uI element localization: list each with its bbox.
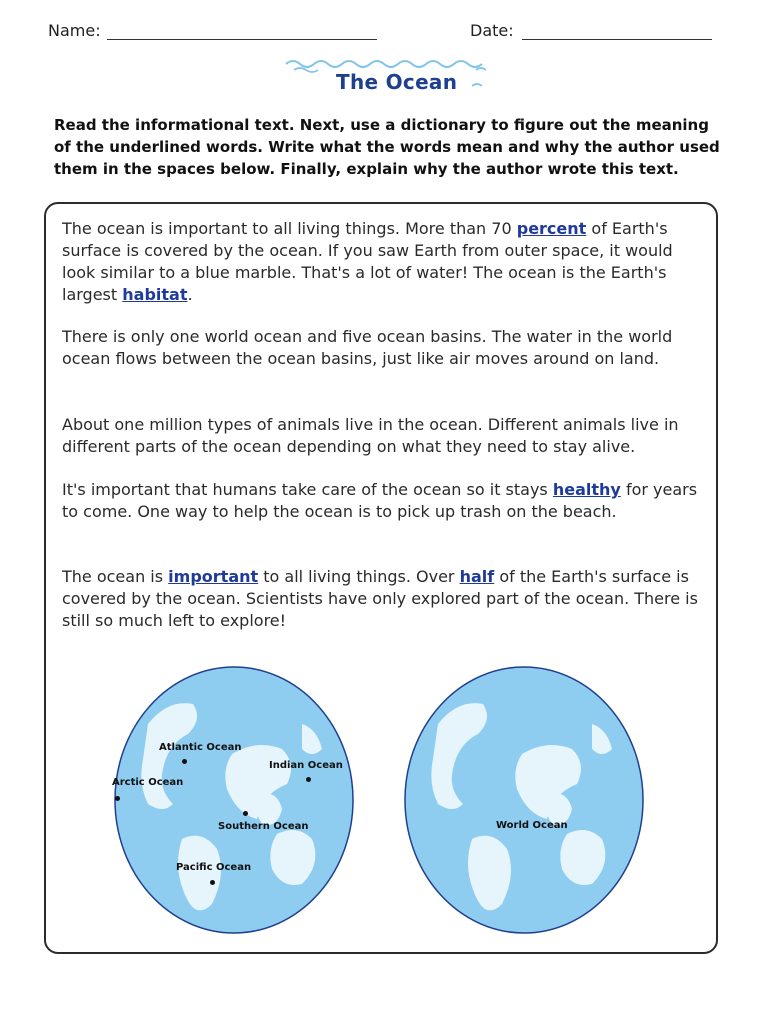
paragraph-4-text-b: for years to come. One way to help the ocean is to pick up trash on the beach. bbox=[62, 480, 698, 521]
indian-ocean-label: Indian Ocean bbox=[269, 760, 343, 771]
five-oceans-globe bbox=[112, 664, 356, 936]
southern-ocean-marker bbox=[243, 811, 248, 816]
indian-ocean-marker bbox=[306, 777, 311, 782]
title-banner bbox=[280, 56, 500, 96]
name-label: Name: bbox=[48, 21, 101, 40]
southern-ocean-label: Southern Ocean bbox=[218, 821, 309, 832]
paragraph-5 bbox=[62, 566, 704, 632]
name-blank-line[interactable] bbox=[107, 20, 377, 40]
paragraph-5-text-c: of the Earth's surface is covered by the ocean. Scientists have only explored part of the ocean. There is still so much left to explore! bbox=[62, 567, 698, 630]
world-ocean-globe bbox=[402, 664, 646, 936]
globe-left-map-icon bbox=[112, 664, 356, 936]
atlantic-ocean-label: Atlantic Ocean bbox=[159, 742, 242, 753]
vocab-word-percent: percent bbox=[516, 219, 587, 238]
atlantic-ocean-marker bbox=[182, 759, 187, 764]
date-field[interactable] bbox=[470, 20, 712, 40]
vocab-word-healthy: healthy bbox=[552, 480, 621, 499]
paragraph-3: About one million types of animals live in the ocean. Different animals live in different parts of the ocean depending on what they need to stay alive. bbox=[62, 415, 679, 456]
paragraph-1-text-b: of Earth's surface is covered by the ocean. If you saw Earth from outer space, it would look similar to a blue marble. That's a lot of water! The ocean is the Earth's largest bbox=[62, 219, 673, 304]
paragraph-1-text-c: . bbox=[187, 285, 193, 304]
paragraph-5-text-a: The ocean is bbox=[62, 567, 169, 586]
paragraph-4-text-a: It's important that humans take care of the ocean so it stays bbox=[62, 480, 553, 499]
page-title: The Ocean bbox=[336, 70, 458, 94]
reading-passage-box bbox=[44, 202, 718, 954]
pacific-ocean-label: Pacific Ocean bbox=[176, 862, 252, 873]
vocab-word-important: important bbox=[168, 567, 259, 586]
arctic-ocean-label: Arctic Ocean bbox=[112, 777, 184, 788]
date-blank-line[interactable] bbox=[522, 20, 712, 40]
paragraph-5-text-b: to all living things. Over bbox=[258, 567, 460, 586]
paragraph-1 bbox=[62, 218, 704, 306]
arctic-ocean-marker bbox=[115, 796, 120, 801]
paragraph-1-text-a: The ocean is important to all living things. More than 70 bbox=[62, 219, 517, 238]
paragraph-4 bbox=[62, 479, 704, 523]
world-ocean-label: World Ocean bbox=[496, 820, 568, 831]
vocab-word-habitat: habitat bbox=[122, 285, 188, 304]
name-field[interactable] bbox=[48, 20, 377, 40]
date-label: Date: bbox=[470, 21, 514, 40]
instructions-text: Read the informational text. Next, use a dictionary to figure out the meaning of the underlined words. Write what the words mean and why the author used them in the spaces below. Finally, explain why the author wrote this text. bbox=[54, 116, 720, 178]
globe-right-map-icon bbox=[402, 664, 646, 936]
paragraph-2: There is only one world ocean and five ocean basins. The water in the world ocean flows between the ocean basins, just like air moves around on land. bbox=[62, 327, 673, 368]
vocab-word-half: half bbox=[459, 567, 495, 586]
pacific-ocean-marker bbox=[210, 880, 215, 885]
